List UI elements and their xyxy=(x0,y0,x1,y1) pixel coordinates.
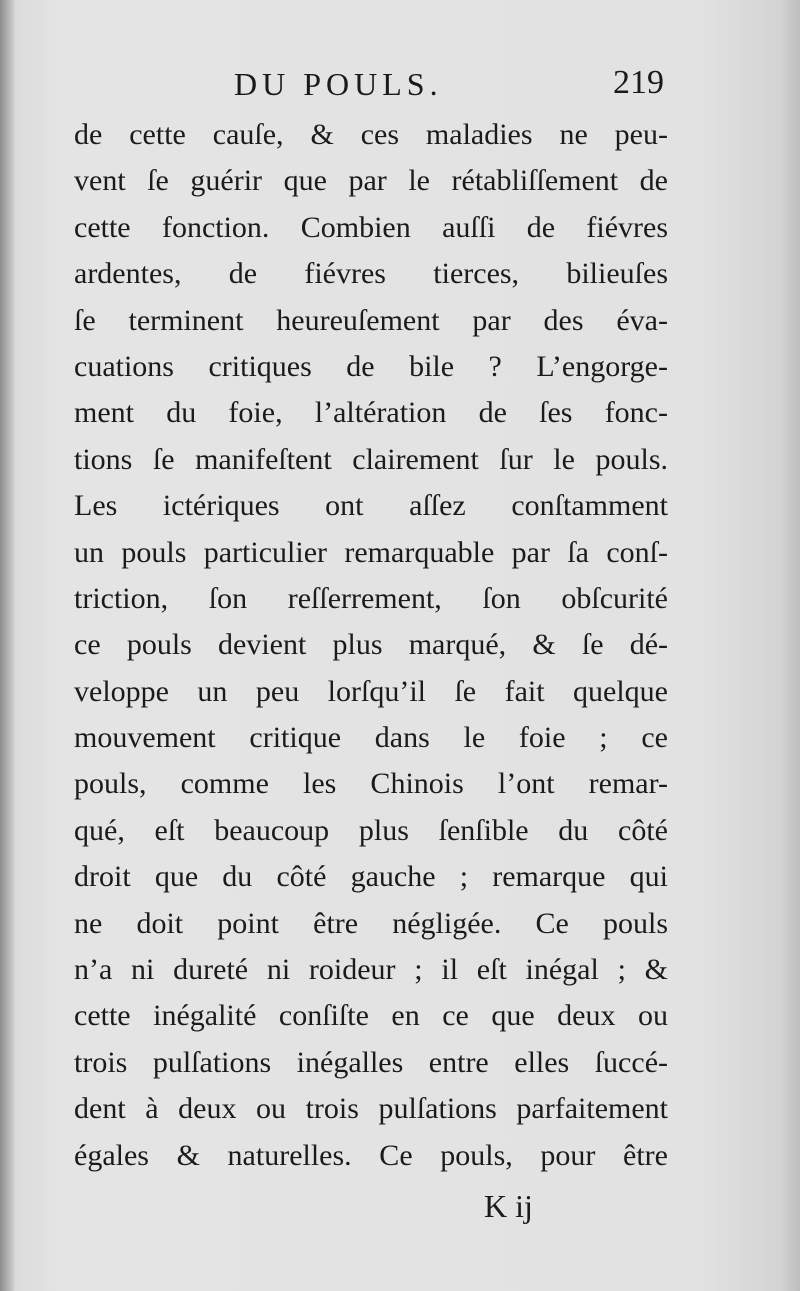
signature-mark: K ij xyxy=(484,1188,533,1224)
text-line: ardentes, de fiévres tierces, bilieuſes xyxy=(74,257,668,291)
text-line: mouvement critique dans le foie ; ce xyxy=(74,721,668,755)
page-binding-edge xyxy=(0,0,14,1291)
text-line: cuations critiques de bile ? L’engorge- xyxy=(74,349,668,383)
text-line: un pouls particulier remarquable par ſa conſ- xyxy=(74,535,668,569)
text-line: droit que du côté gauche ; remarque qui xyxy=(74,860,668,894)
text-line: égales & naturelles. Ce pouls, pour être xyxy=(74,1138,668,1172)
page-number: 219 xyxy=(613,64,664,101)
text-line: triction, ſon reſſerrement, ſon obſcurité xyxy=(74,581,668,615)
text-line: Les ictériques ont aſſez conſtamment xyxy=(74,489,668,523)
text-line: qué, eſt beaucoup plus ſenſible du côté xyxy=(74,813,668,847)
body-text xyxy=(74,112,668,1179)
text-line: ne doit point être négligée. Ce pouls xyxy=(74,906,668,940)
text-line: vent ſe guérir que par le rétabliſſement de xyxy=(74,164,668,198)
text-line: ment du foie, l’altération de ſes fonc- xyxy=(74,396,668,430)
running-title: DU POULS. xyxy=(234,66,443,102)
text-line: cette inégalité conſiſte en ce que deux ou xyxy=(74,999,668,1033)
text-line: ce pouls devient plus marqué, & ſe dé- xyxy=(74,628,668,662)
text-line: dent à deux ou trois pulſations parfaitement xyxy=(74,1092,668,1126)
text-line: veloppe un peu lorſqu’il ſe fait quelque xyxy=(74,674,668,708)
text-line: trois pulſations inégalles entre elles ſuccé- xyxy=(74,1045,668,1079)
page-header xyxy=(72,60,672,110)
text-line: pouls, comme les Chinois l’ont remar- xyxy=(74,767,668,801)
text-line: de cette cauſe, & ces maladies ne peu- xyxy=(74,118,668,151)
text-line: cette fonction. Combien auſſi de fiévres xyxy=(74,210,668,244)
text-line: ſe terminent heureuſement par des éva- xyxy=(74,303,668,337)
text-line: tions ſe manifeſtent clairement ſur le pouls. xyxy=(74,442,668,476)
text-line: n’a ni dureté ni roideur ; il eſt inégal ; & xyxy=(74,953,668,987)
